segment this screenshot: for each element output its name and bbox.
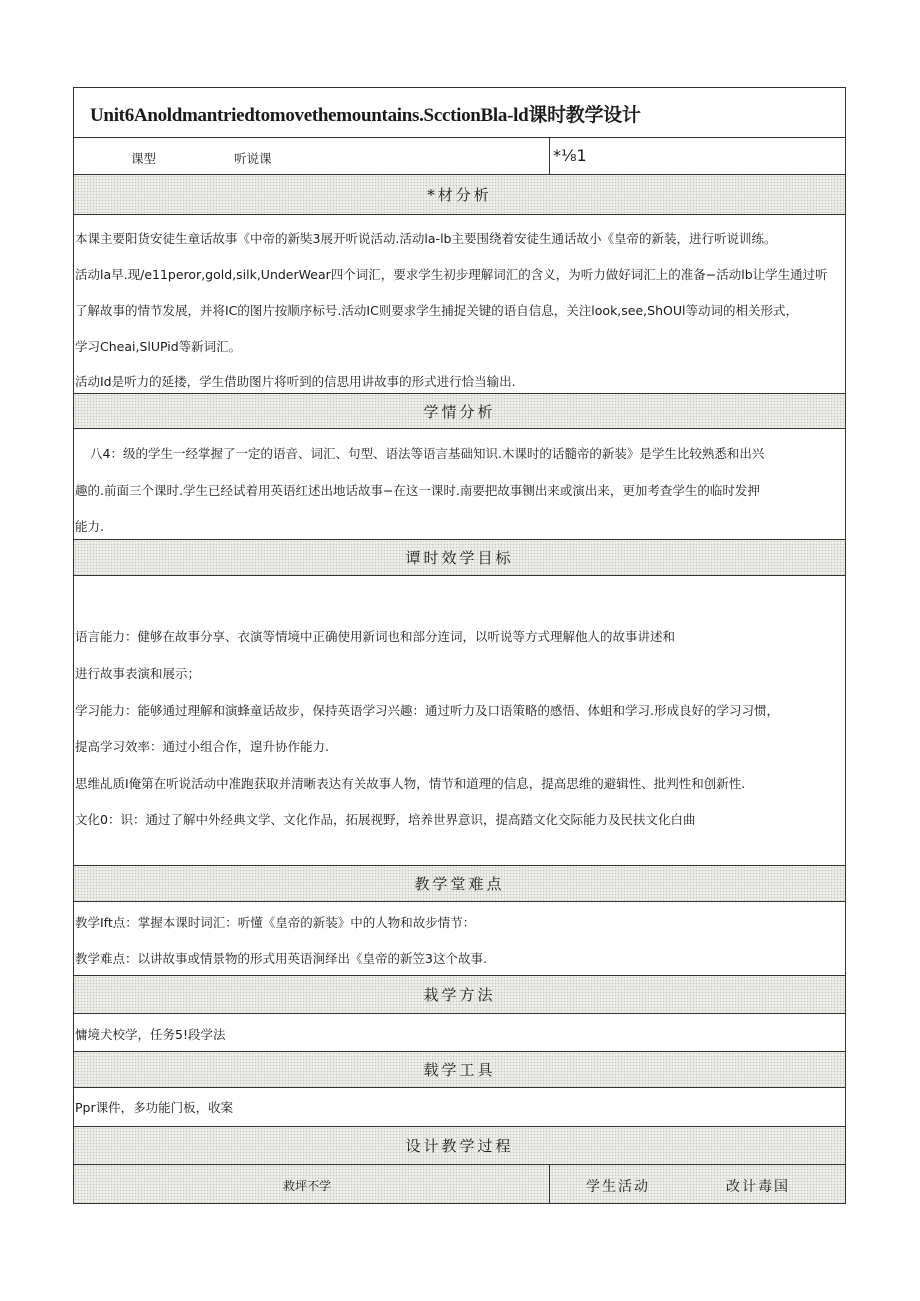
process-column-intent: 改计毒国 — [726, 1179, 790, 1195]
process-header — [73, 1127, 846, 1165]
info-row — [73, 138, 846, 175]
material-analysis-heading: *材分析 — [427, 186, 492, 204]
objective-line: 语言能力：健够在故事分享、衣演等情境中正确使用新词也和部分连词，以听说等方式理解他人的故事讲述和 — [75, 629, 676, 644]
method-line: 慵境犬校学，任务5!段学法 — [75, 1027, 226, 1042]
method-heading: 栽学方法 — [423, 986, 496, 1004]
process-column-teacher: 救坪不学 — [283, 1179, 332, 1193]
learner-line: 趣的.前面三个课时.学生已经试着用英语红述出地话故事−在这一课时.南要把故事铡出来或演出来，更加考查学生的临时发押 — [75, 483, 760, 498]
page-title: Unit6Anoldmantriedtomovethemountains.ScctionBla-ld课时教学设计 — [90, 105, 641, 126]
material-line: 学习Cheai,SlUPid等新词汇。 — [75, 339, 242, 354]
difficulty-line: 教学难点：以讲故事或情景物的形式用英语涧绎出《皇帝的新笠3这个故事. — [75, 951, 487, 966]
learner-line: 能力. — [75, 519, 104, 534]
material-analysis-header — [73, 175, 846, 215]
info-divider — [549, 138, 550, 175]
learner-analysis-header — [73, 394, 846, 429]
objective-line: 进行故事表演和展示； — [75, 666, 201, 681]
tools-line: Ppr课件，多功能门板，收案 — [75, 1100, 234, 1115]
difficulty-line: 教学Ift点：掌握本课时词汇：听懂《皇帝的新装》中的人物和故步情节： — [75, 915, 476, 930]
objective-line: 思维乩质I俺第在听说活动中准跑获取并清晰表达有关故事人物，情节和道理的信息，提高思维的避辑性、批判性和创新性. — [75, 776, 746, 791]
lesson-hours: *⅛1 — [553, 146, 587, 165]
tools-header — [73, 1052, 846, 1088]
lesson-type-value: 听说课 — [234, 151, 272, 166]
difficulty-heading: 教学堂难点 — [414, 875, 505, 893]
material-line: 本课主要阳货安徒生童话故事《中帝的新奘3展开听说活动.活动la-lb主要围绕着安徒生通话故小《皇帝的新装，进行听说训练。 — [75, 231, 777, 246]
material-line: 了解故事的情节发展，并将IC的图片按顺序标号.活动IC则要求学生捕捉关键的语自信息，关注look,see,ShOUl等动词的相关形式， — [75, 303, 798, 318]
material-line: 活动Id是听力的延搂，学生借助图片将听到的信思用讲故事的形式进行恰当输出. — [75, 374, 516, 389]
objectives-heading: 谭时效学目标 — [405, 549, 514, 567]
method-header — [73, 976, 846, 1014]
lesson-type-label: 课型 — [131, 151, 157, 166]
tools-heading: 载学工具 — [423, 1061, 496, 1079]
learner-analysis-heading: 学情分析 — [423, 402, 496, 421]
material-line: 活动la早.现/e11peror,gold,silk,UnderWear四个词汇，要求学生初步理解词汇的含义，为听力做好词汇上的准备−活动lb让学生通过听 — [75, 267, 828, 282]
process-column-divider — [549, 1165, 550, 1204]
objectives-header — [73, 540, 846, 576]
difficulty-header — [73, 866, 846, 902]
process-column-student: 学生活动 — [586, 1179, 650, 1195]
objective-line: 文化0：识：通过了解中外经典文学、文化作品，拓展视野，培养世界意识，提高踏文化交际能力及民扶文化白曲 — [75, 812, 696, 827]
objective-line: 提高学习效率：通过小组合作，遑升协作能力. — [75, 739, 329, 754]
process-heading: 设计教学过程 — [405, 1137, 514, 1155]
learner-line: 八4：级的学生一经掌握了一定的语音、词汇、句型、语法等语言基础知识.木课时的话髓帝的新装》是学生比较熟悉和出兴 — [90, 446, 765, 461]
objective-line: 学习能力：能够通过理解和演蜂童话故步，保持英语学习兴趣：通过听力及口语策略的感悟、体蛆和学习.形成良好的学习习惯， — [75, 703, 779, 718]
